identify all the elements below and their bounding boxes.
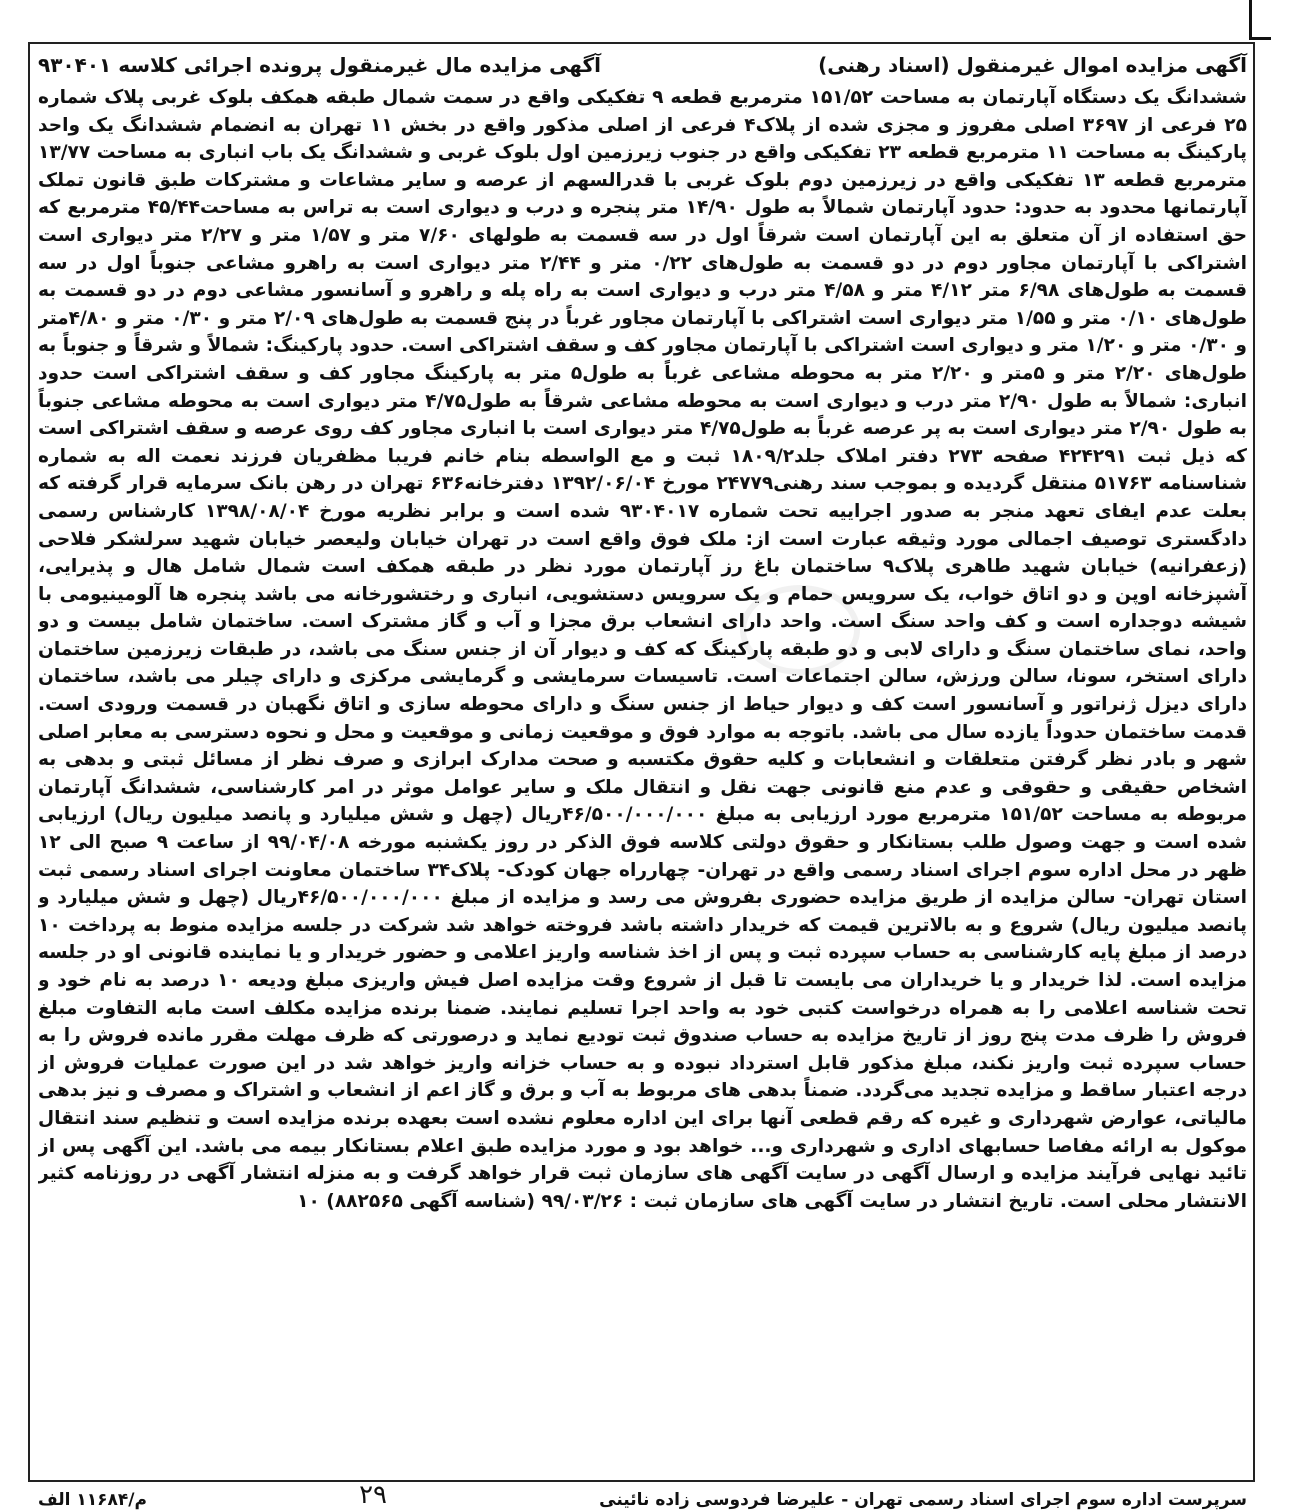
signature-line: سرپرست اداره سوم اجرای اسناد رسمی تهران - علیرضا فردوسی زاده نائینی [599,1490,1247,1510]
case-number-title: آگهی مزایده مال غیرمنقول پرونده اجرائی کلاسه ۹۳۰۴۰۱ [38,53,601,77]
notice-header [38,48,1247,82]
page-number: ۲۹ [359,1480,388,1510]
notice-title: آگهی مزایده اموال غیرمنقول (اسناد رهنی) [818,53,1247,77]
notice-paragraph: ششدانگ یک دستگاه آپارتمان به مساحت ۱۵۱/۵۲ مترمربع قطعه ۹ تفکیکی واقع در سمت شمال طبقه همکف بلوک غربی پلاک شماره ۲۵ فرعی از ۳۶۹۷ اصلی مفروز و مجزی شده از پلاک۴ فرعی از اصلی مذکور واقع در بخش ۱۱ تهران به انضمام ششدانگ یک واحد پارکینگ به مساحت ۱۱ مترمربع قطعه ۲۳ تفکیکی واقع در جنوب زیرزمین اول بلوک غربی و ششدانگ یک باب انباری به مساحت ۱۳/۷۷ مترمربع قطعه ۱۳ تفکیکی واقع در زیرزمین دوم بلوک غربی با قدرالسهم از عرصه و سایر مشاعات و مشترکات طبق قانون تملک آپارتمانها محدود به حدود: حدود آپارتمان شمالاً به طول ۱۴/۹۰ متر پنجره و درب و دیواری است به تراس به مساحت۴۵/۴۴ مترمربع که حق استفاده از آن متعلق به این آپارتمان است شرقاً اول در سه قسمت به طولهای ۷/۶۰ متر و ۱/۵۷ متر و ۲/۲۷ متر دیواری است اشتراکی با آپارتمان مجاور دوم در دو قسمت به طول‌های ۰/۲۲ متر و ۲/۴۴ متر دیواری است به راهرو مشاعی جنوباً اول در سه قسمت به طول‌های ۶/۹۸ متر ۴/۱۲ متر و ۴/۵۸ متر درب و دیواری است به راه پله و راهرو و آسانسور مشاعی دوم در دو قسمت به طول‌های ۰/۱۰ متر و ۱/۵۵ متر دیواری است اشتراکی با آپارتمان مجاور غرباً در پنج قسمت به طول‌های ۲/۰۹ متر و ۰/۳۰ متر و ۴/۸۰متر و ۰/۳۰ متر و ۱/۲۰ متر و دیواری است اشتراکی با آپارتمان مجاور کف و سقف اشتراکی است. حدود پارکینگ: شمالاً و شرقاً و جنوباً به طول‌های ۲/۲۰ متر و ۵متر و ۲/۲۰ متر به محوطه مشاعی غرباً به طول۵ متر به پارکینگ مجاور کف و سقف اشتراکی است حدود انباری: شمالاً به طول ۲/۹۰ متر درب و دیواری است به محوطه مشاعی شرقاً به طول۴/۷۵ متر دیواری است به محوطه مشاعی جنوباً به طول ۲/۹۰ متر دیواری است به پر عرصه غرباً به طول۴/۷۵ متر دیواری است با انباری مجاور کف روی عرصه و سقف اشتراکی است که ذیل ثبت ۴۲۴۲۹۱ صفحه ۲۷۳ دفتر املاک جلد۱۸۰۹/۲ ثبت و مع الواسطه بنام خانم فریبا مظفریان فرزند نعمت اله به شماره شناسنامه ۵۱۷۶۳ منتقل گردیده و بموجب سند رهنی۲۴۷۷۹ مورخ ۱۳۹۲/۰۶/۰۴ دفترخانه۶۳۶ تهران در رهن بانک سرمایه قرار گرفته که بعلت عدم ایفای تعهد منجر به صدور اجراییه تحت شماره ۹۳۰۴۰۱۷ شده است و برابر نظریه مورخ ۱۳۹۸/۰۸/۰۴ کارشناس رسمی دادگستری توصیف اجمالی مورد وثیقه عبارت است از: ملک فوق واقع است در تهران خیابان ولیعصر خیابان شهید سرلشکر فلاحی (زعفرانیه) خیابان شهید طاهری پلاک۹ ساختمان باغ رز آپارتمان مورد نظر در طبقه همکف است شمال شامل هال و پذیرایی، آشپزخانه اوپن و دو اتاق خواب، یک سرویس حمام و یک سرویس دستشویی، انباری و رختشورخانه می باشد پنجره ها آلومینیومی با شیشه دوجداره است و کف واحد سنگ است. واحد دارای انشعاب برق مجزا و آب و گاز مشترک است. ساختمان شامل بیست و دو واحد، نمای ساختمان سنگ و دارای لابی و دو طبقه پارکینگ که کف و دیوار آن از جنس سنگ می باشد، در طبقات زیرزمین ساختمان دارای استخر، سونا، سالن ورزش، سالن اجتماعات است. تاسیسات سرمایشی و گرمایشی مرکزی و دارای چیلر می باشد، ساختمان دارای دیزل ژنراتور و آسانسور است کف و دیوار حیاط از جنس سنگ و دارای محوطه سازی و اتاق نگهبان در قسمت ورودی است. قدمت ساختمان حدوداً یازده سال می باشد. باتوجه به موارد فوق و موقعیت زمانی و موقعیت و محل و نحوه دسترسی به معابر اصلی شهر و بادر نظر گرفتن متعلقات و انشعابات و کلیه حقوق مکتسبه و صحت مدارک ابرازی و صرف نظر از مسائل ثبتی و بدهی به اشخاص حقیقی و حقوقی و عدم منع قانونی جهت نقل و انتقال ملک و سایر عوامل موثر در امر کارشناسی، ششدانگ آپارتمان مربوطه به مساحت ۱۵۱/۵۲ مترمربع مورد ارزیابی به مبلغ ۴۶/۵۰۰/۰۰۰/۰۰۰ریال (چهل و شش میلیارد و پانصد میلیون ریال) ارزیابی شده است و جهت وصول طلب بستانکار و حقوق دولتی کلاسه فوق الذکر در روز یکشنبه مورخه ۹۹/۰۴/۰۸ از ساعت ۹ صبح الی ۱۲ ظهر در محل اداره سوم اجرای اسناد رسمی واقع در تهران- چهارراه جهان کودک- پلاک۳۴ ساختمان معاونت اجرای اسناد رسمی ثبت استان تهران- سالن مزایده از طریق مزایده حضوری بفروش می رسد و مزایده از مبلغ ۴۶/۵۰۰/۰۰۰/۰۰۰ریال (چهل و شش میلیارد و پانصد میلیون ریال) شروع و به بالاترین قیمت که خریدار داشته باشد فروخته خواهد شد شرکت در جلسه مزایده منوط به پرداخت ۱۰ درصد از مبلغ پایه کارشناسی به حساب سپرده ثبت و پس از اخذ شناسه واریز اعلامی و حضور خریدار و یا نماینده قانونی او در جلسه مزایده است. لذا خریدار و یا خریداران می بایست تا قبل از شروع وقت مزایده اصل فیش واریزی مبلغ ودیعه ۱۰ درصد به نام خود و تحت شناسه اعلامی را به همراه درخواست کتبی خود به واحد اجرا تسلیم نمایند. ضمنا برنده مزایده مکلف است مابه التفاوت مبلغ فروش را ظرف مدت پنج روز از تاریخ مزایده به حساب صندوق ثبت تودیع نماید و درصورتی که ظرف مهلت مقرر مانده فروش را به حساب سپرده ثبت واریز نکند، مبلغ مذکور قابل استرداد نبوده و به حساب خزانه واریز خواهد شد در این صورت عملیات فروش از درجه اعتبار ساقط و مزایده تجدید می‌گردد. ضمناً بدهی های مربوط به آب و برق و گاز اعم از انشعاب و اشتراک و مصرف و نیز بدهی مالیاتی، عوارض شهرداری و غیره که رقم قطعی آنها برای این اداره معلوم نشده است بعهده برنده مزایده است و تنظیم سند انتقال موکول به ارائه مفاصا حسابهای اداری و شهرداری و... خواهد بود و مورد مزایده طبق اعلام بستانکار بیمه می باشد. این آگهی پس از تائید نهایی فرآیند مزایده و ارسال آگهی در سایت آگهی های سازمان ثبت قرار خواهد گرفت و به منزله انتشار آگهی در روزنامه کثیر الانتشار محلی است. تاریخ انتشار در سایت آگهی های سازمان ثبت : ۹۹/۰۳/۲۶ (شناسه آگهی ۸۸۲۵۶۵) ۱۰ [38,87,1247,1212]
notice-footer [38,1480,1247,1510]
notice-code: م/۱۱۶۸۴ الف [38,1490,147,1510]
notice-body [38,84,1247,1440]
corner-bracket [1249,0,1271,40]
